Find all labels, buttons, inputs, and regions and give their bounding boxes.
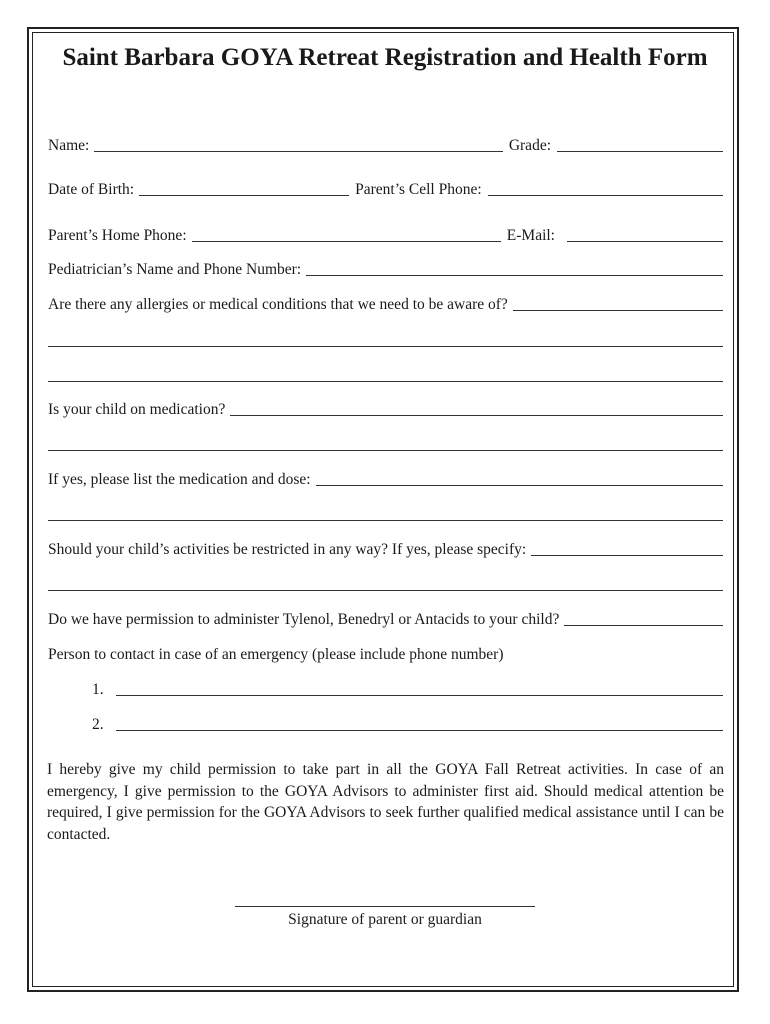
permission-row	[48, 607, 723, 629]
restricted-line-2	[48, 572, 723, 594]
permission-field[interactable]	[564, 610, 723, 626]
allergies-field-3[interactable]	[48, 366, 723, 382]
signature-field[interactable]	[235, 906, 535, 907]
medication-row	[48, 397, 723, 419]
consent-paragraph: I hereby give my child permission to take part in all the GOYA Fall Retreat activities. In case of an emergency, I give permission to the GOYA Advisors to administer first aid. Should medical attention be required, I give permission for the GOYA Advisors to seek further qualified medical assistance until I can be contacted.	[47, 761, 724, 843]
med-list-line-2	[48, 502, 723, 524]
medication-line-2	[48, 432, 723, 454]
pediatrician-label: Pediatrician’s Name and Phone Number:	[48, 261, 302, 278]
allergies-label: Are there any allergies or medical conditions that we need to be aware of?	[48, 296, 508, 313]
name-label: Name:	[48, 137, 90, 154]
contact-1-number: 1.	[92, 681, 104, 698]
signature-caption: Signature of parent or guardian	[288, 911, 482, 928]
pediatrician-row	[48, 257, 723, 279]
grade-label: Grade:	[508, 137, 551, 154]
parent-cell-label: Parent’s Cell Phone:	[355, 181, 482, 198]
name-field[interactable]	[94, 136, 503, 152]
allergies-field[interactable]	[513, 295, 723, 311]
dob-field[interactable]	[139, 180, 349, 196]
allergies-line-2	[48, 328, 723, 350]
emergency-row	[48, 642, 723, 664]
allergies-row	[48, 292, 723, 314]
med-list-label: If yes, please list the medication and dose:	[48, 471, 311, 488]
contact-2-number: 2.	[92, 716, 104, 733]
parent-home-field[interactable]	[192, 226, 501, 242]
emergency-label: Person to contact in case of an emergency (please include phone number)	[48, 646, 504, 663]
email-label: E-Mail:	[506, 227, 555, 244]
restricted-field[interactable]	[531, 540, 723, 556]
email-field[interactable]	[567, 226, 723, 242]
home-email-row	[48, 223, 723, 245]
medication-field[interactable]	[230, 400, 723, 416]
form-title: Saint Barbara GOYA Retreat Registration and Health Form	[62, 44, 708, 71]
dob-cell-row	[48, 177, 723, 199]
name-grade-row	[48, 133, 723, 155]
parent-home-label: Parent’s Home Phone:	[48, 227, 187, 244]
contact-2-field[interactable]	[116, 715, 723, 731]
med-list-field-2[interactable]	[48, 505, 723, 521]
medication-label: Is your child on medication?	[48, 401, 226, 418]
grade-field[interactable]	[557, 136, 723, 152]
pediatrician-field[interactable]	[306, 260, 723, 276]
allergies-line-3	[48, 363, 723, 385]
restricted-row	[48, 537, 723, 559]
parent-cell-field[interactable]	[488, 180, 723, 196]
med-list-field[interactable]	[316, 470, 723, 486]
contact-1-field[interactable]	[116, 680, 723, 696]
med-list-row	[48, 467, 723, 489]
restricted-label: Should your child’s activities be restricted in any way? If yes, please specify:	[48, 541, 527, 558]
contact-2-row	[92, 712, 723, 734]
contact-1-row	[92, 677, 723, 699]
allergies-field-2[interactable]	[48, 331, 723, 347]
medication-field-2[interactable]	[48, 435, 723, 451]
restricted-field-2[interactable]	[48, 575, 723, 591]
dob-label: Date of Birth:	[48, 181, 135, 198]
permission-label: Do we have permission to administer Tylenol, Benedryl or Antacids to your child?	[48, 611, 560, 628]
